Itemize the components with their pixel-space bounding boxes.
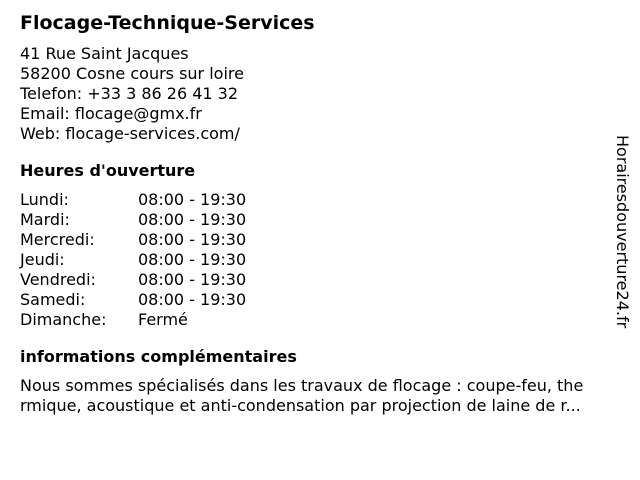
hours-day: Vendredi: [20, 270, 96, 289]
hours-row [20, 210, 616, 230]
hours-day: Samedi: [20, 290, 86, 309]
hours-row [20, 230, 616, 250]
hours-day: Mardi: [20, 210, 70, 229]
hours-row [20, 290, 616, 310]
site-watermark: Horairesdouverture24.fr [613, 135, 632, 329]
info-text-line: rmique, acoustique et anti-condensation par projection de laine de r... [20, 396, 581, 415]
email-address: Email: flocage@gmx.fr [20, 104, 202, 123]
hours-time: 08:00 - 19:30 [138, 290, 247, 309]
company-name: Flocage-Technique-Services [20, 12, 315, 34]
opening-hours-table [20, 190, 616, 330]
business-info [20, 10, 616, 416]
hours-row [20, 270, 616, 290]
hours-day: Lundi: [20, 190, 69, 209]
address-block [20, 44, 616, 144]
hours-day: Jeudi: [20, 250, 65, 269]
additional-info-text [20, 376, 616, 416]
opening-hours-heading: Heures d'ouverture [20, 161, 196, 180]
hours-time: Fermé [138, 310, 188, 329]
additional-info-heading: informations complémentaires [20, 347, 297, 366]
info-text-line: Nous sommes spécialisés dans les travaux de flocage : coupe-feu, the [20, 376, 584, 395]
hours-time: 08:00 - 19:30 [138, 230, 247, 249]
website: Web: flocage-services.com/ [20, 124, 240, 143]
hours-row [20, 190, 616, 210]
street-address: 41 Rue Saint Jacques [20, 44, 189, 63]
hours-time: 08:00 - 19:30 [138, 190, 247, 209]
hours-time: 08:00 - 19:30 [138, 210, 247, 229]
hours-row [20, 310, 616, 330]
phone-number: Telefon: +33 3 86 26 41 32 [20, 84, 239, 103]
hours-day: Dimanche: [20, 310, 107, 329]
hours-time: 08:00 - 19:30 [138, 250, 247, 269]
hours-time: 08:00 - 19:30 [138, 270, 247, 289]
city-address: 58200 Cosne cours sur loire [20, 64, 244, 83]
hours-day: Mercredi: [20, 230, 95, 249]
hours-row [20, 250, 616, 270]
